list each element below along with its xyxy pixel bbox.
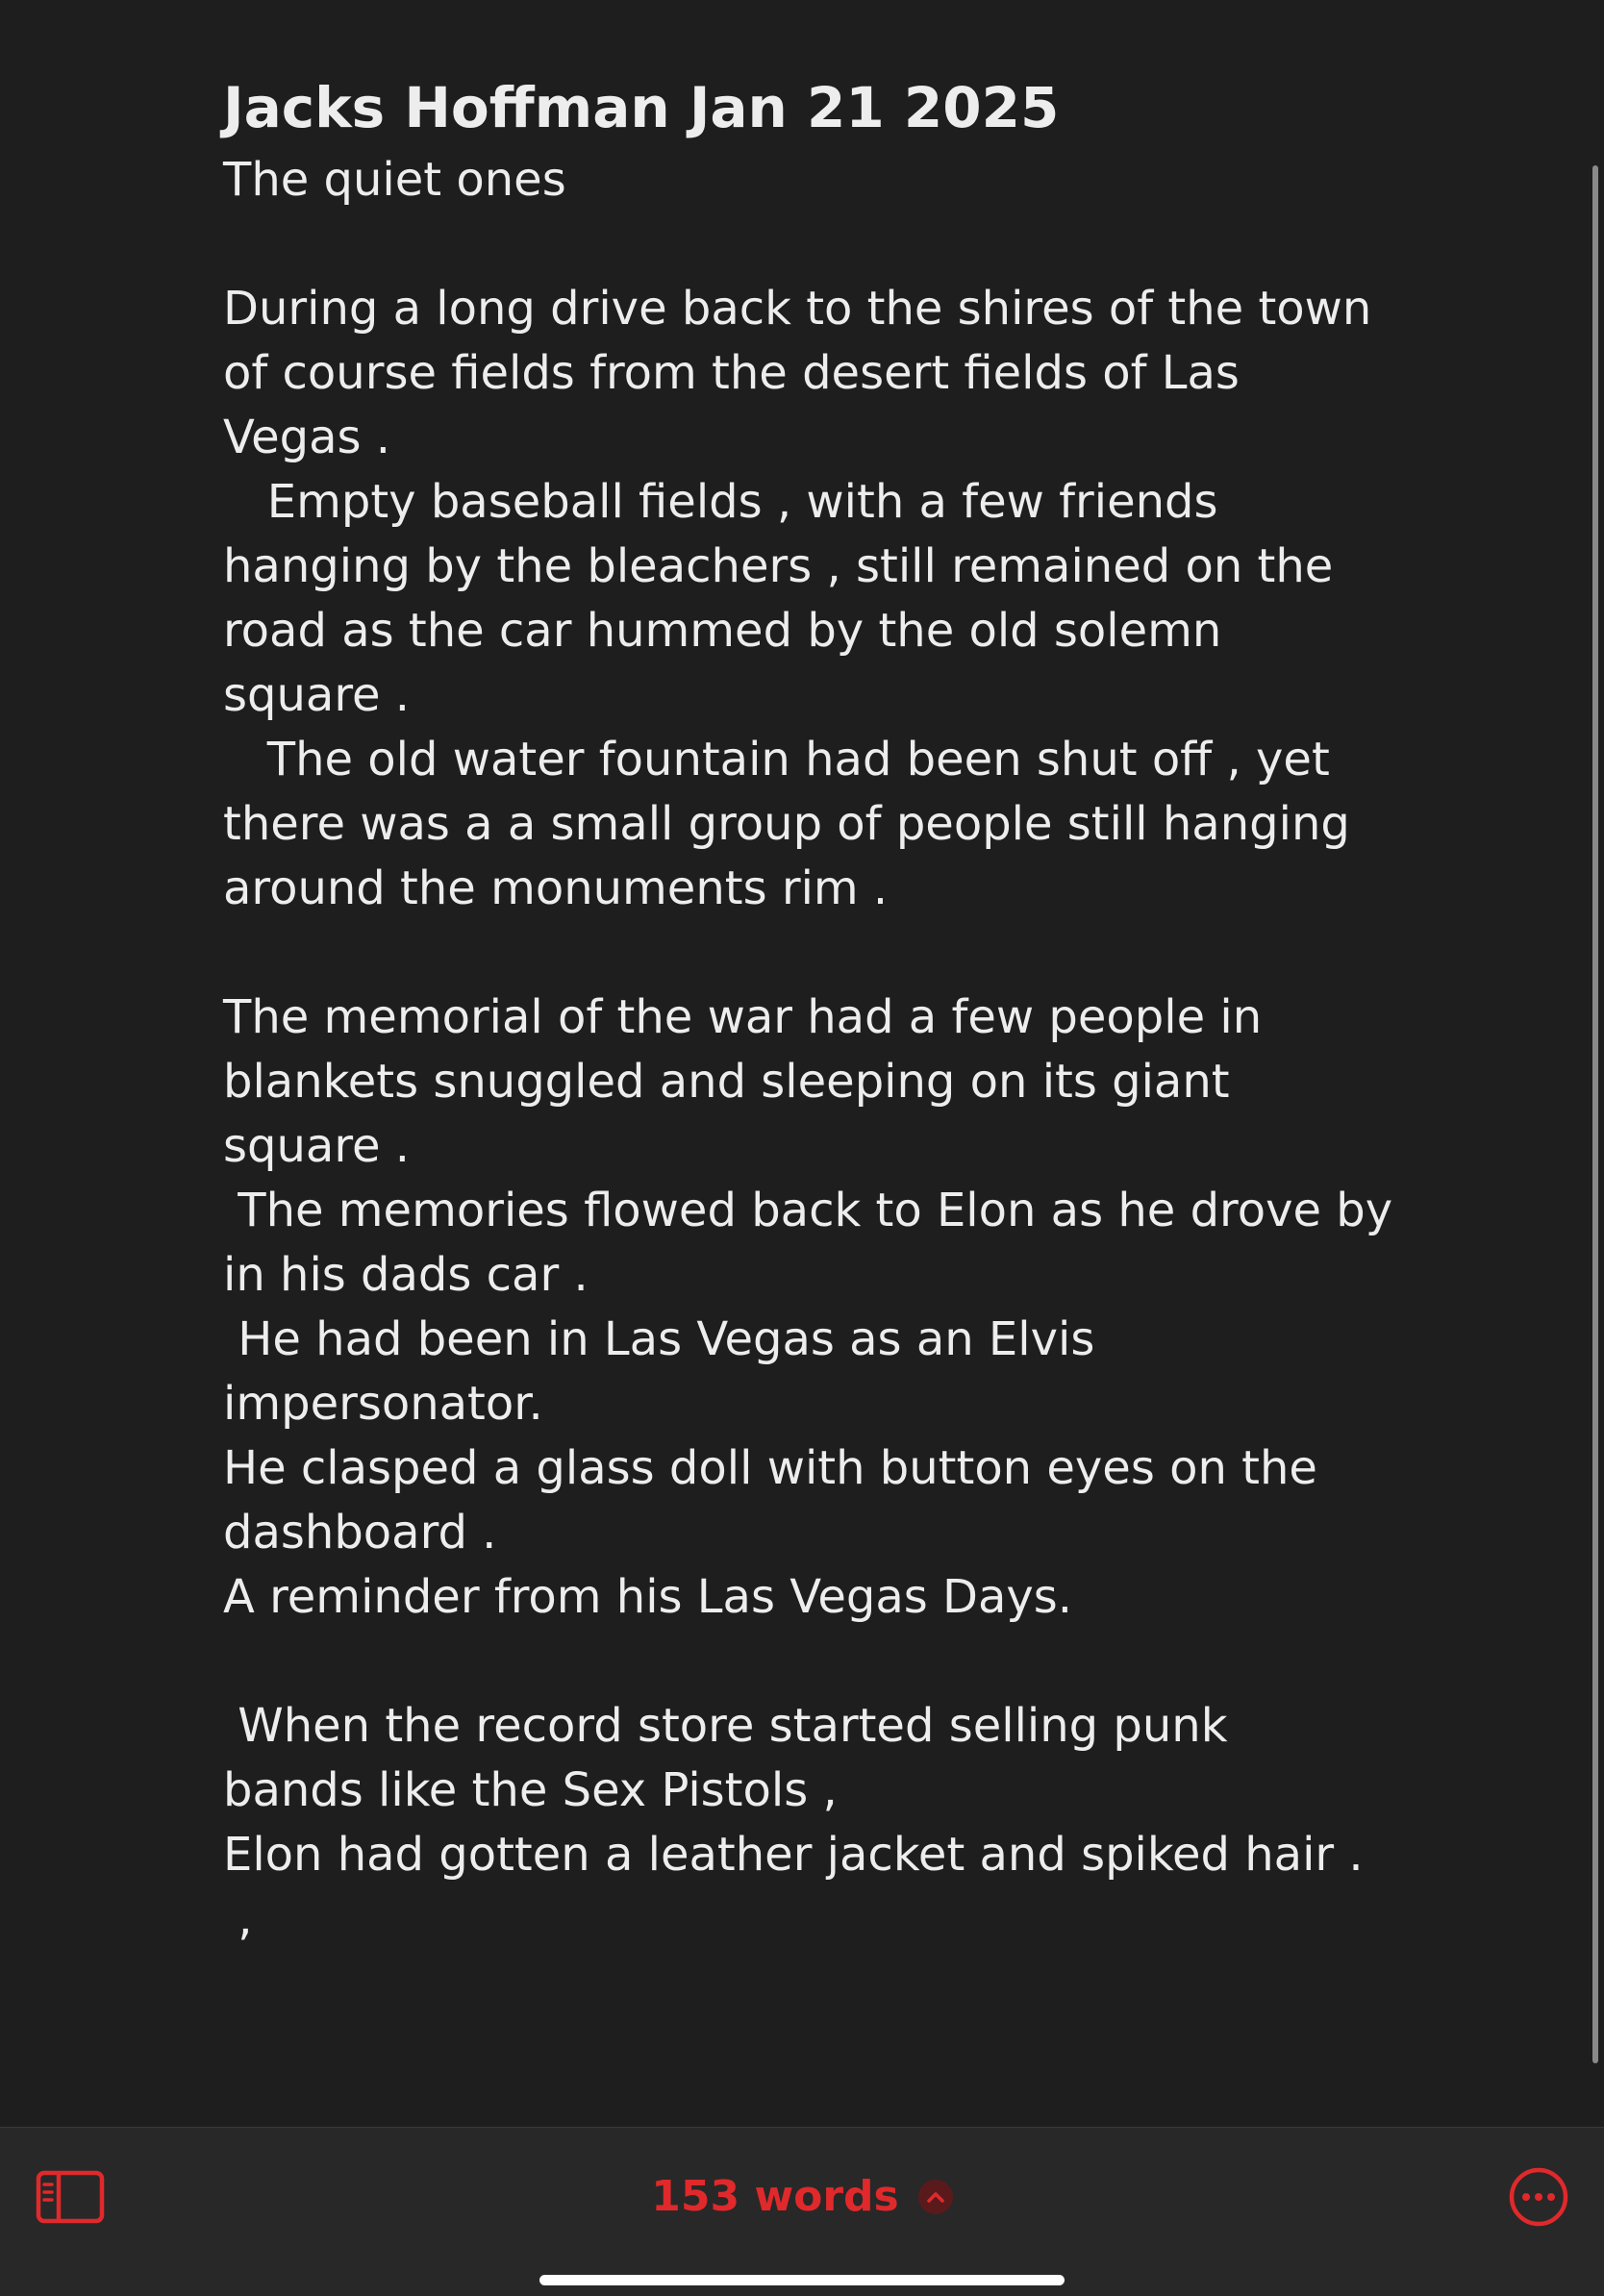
document-line[interactable]: , [223, 1892, 253, 1946]
document-line[interactable]: He clasped a glass doll with button eyes on the [223, 1441, 1317, 1495]
document-line[interactable]: of course fields from the desert fields of Las [223, 346, 1240, 400]
word-count-button[interactable] [651, 2168, 952, 2226]
document-line[interactable]: impersonator. [223, 1377, 543, 1431]
word-count-area [0, 2168, 1604, 2226]
more-options-button[interactable] [1508, 2166, 1569, 2228]
sidebar-toggle-button[interactable] [35, 2168, 106, 2226]
document-line[interactable]: road as the car hummed by the old solemn [223, 604, 1222, 658]
document-line[interactable]: hanging by the bleachers , still remained on the [223, 539, 1334, 593]
ellipsis-circle-icon [1508, 2166, 1569, 2228]
document-line[interactable]: A reminder from his Las Vegas Days. [223, 1570, 1073, 1624]
document-line[interactable]: He had been in Las Vegas as an Elvis [223, 1312, 1095, 1366]
document-line[interactable]: square . [223, 1119, 411, 1173]
document-line[interactable] [223, 1630, 1416, 1694]
document-line[interactable]: there was a a small group of people still hanging [223, 797, 1350, 851]
document-line[interactable]: The memorial of the war had a few people in [223, 990, 1263, 1044]
document-line[interactable] [223, 921, 1416, 986]
document-line[interactable]: around the monuments rim . [223, 861, 889, 915]
document-line[interactable]: bands like the Sex Pistols , [223, 1763, 838, 1817]
chevron-up-icon [918, 2180, 953, 2214]
document-line[interactable]: The quiet ones [223, 153, 566, 207]
bottom-toolbar [0, 2127, 1604, 2296]
document-line[interactable]: The memories flowed back to Elon as he drove by [223, 1184, 1393, 1237]
document-line[interactable]: Vegas . [223, 411, 391, 464]
document-line[interactable] [223, 212, 1416, 277]
document-title[interactable]: Jacks Hoffman Jan 21 2025 [223, 75, 1060, 140]
word-count-label: 153 words [651, 2172, 899, 2221]
document-line[interactable]: During a long drive back to the shires of the town [223, 282, 1372, 336]
vertical-scrollbar[interactable] [1592, 165, 1598, 2063]
sidebar-icon [36, 2170, 105, 2224]
document-line[interactable]: in his dads car . [223, 1248, 589, 1302]
document-body[interactable] [223, 148, 1416, 1952]
document-line[interactable]: square . [223, 668, 411, 722]
document-line[interactable]: Empty baseball fields , with a few friends [223, 475, 1218, 529]
home-indicator[interactable] [539, 2275, 1065, 2285]
document-line[interactable]: Elon had gotten a leather jacket and spiked hair . [223, 1828, 1364, 1882]
document-editor[interactable] [223, 67, 1416, 1952]
document-line[interactable]: dashboard . [223, 1506, 497, 1560]
document-line[interactable]: The old water fountain had been shut off , yet [223, 733, 1330, 786]
document-line[interactable]: blankets snuggled and sleeping on its giant [223, 1055, 1230, 1109]
document-line[interactable]: When the record store started selling punk [223, 1699, 1228, 1753]
